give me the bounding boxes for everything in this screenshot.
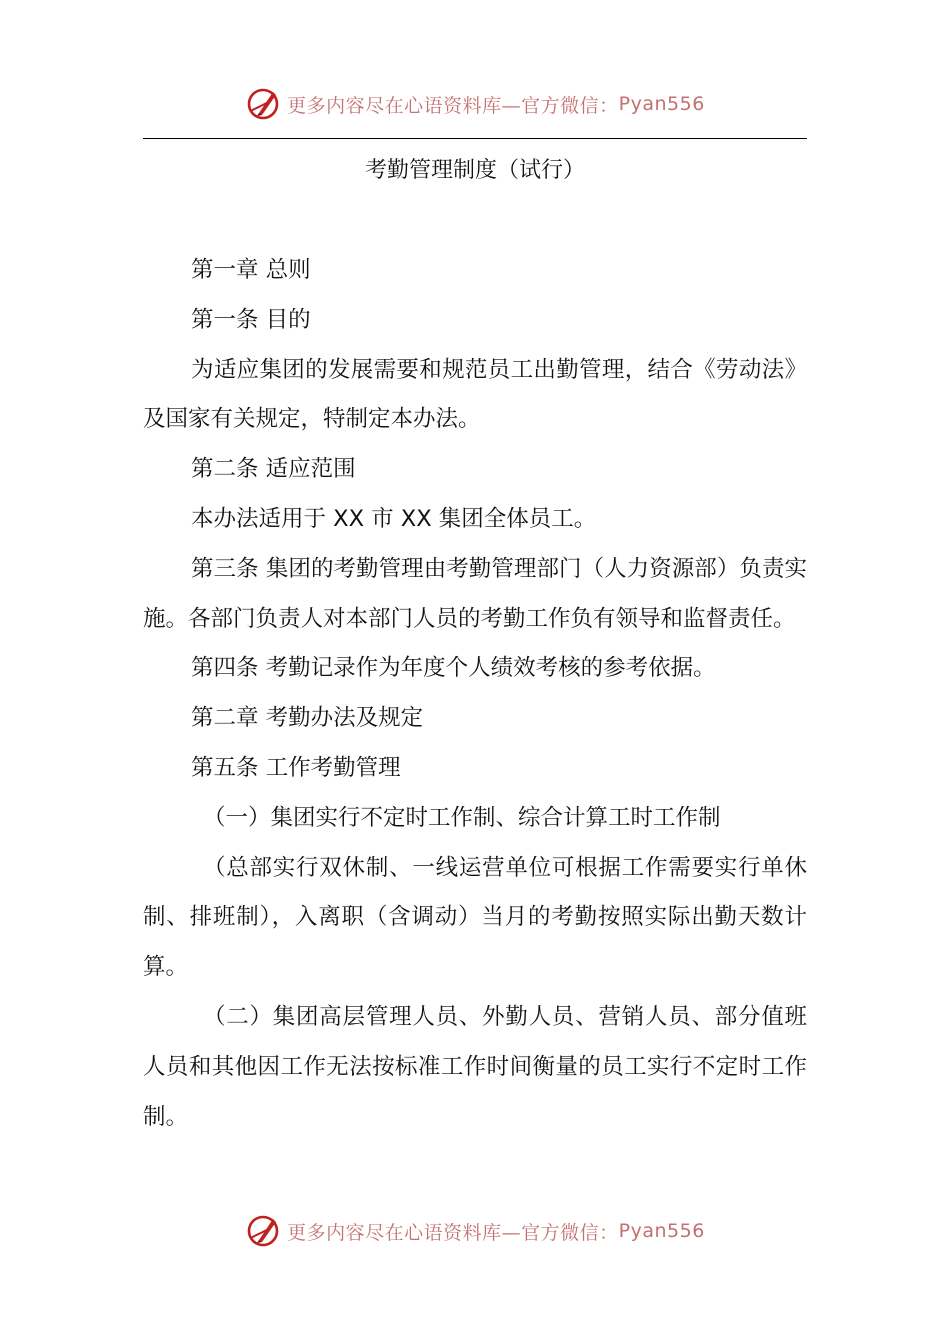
pen-nib-logo-icon [245,86,281,122]
banner-text: 更多内容尽在心语资料库—官方微信： [287,1221,619,1244]
pen-nib-logo-icon [245,1213,281,1249]
article-heading: 第二条 适应范围 [191,456,356,483]
document-body [143,246,807,1142]
banner-handle: Pyan556 [618,93,705,115]
body-paragraph: 第三条 集团的考勤管理由考勤管理部门（人力资源部）负责实施。各部门负责人对本部门人员的考勤工作负有领导和监督责任。 [143,555,807,632]
banner-handle: Pyan556 [618,1220,705,1242]
banner-text: 更多内容尽在心语资料库—官方微信： [287,94,619,117]
chapter-heading: 第一章 总则 [191,257,311,283]
body-paragraph: 为适应集团的发展需要和规范员工出勤管理，结合《劳动法》及国家有关规定，特制定本办法。 [143,356,807,433]
footer-watermark-banner [0,1211,950,1251]
body-paragraph: 本办法适用于 XX 市 XX 集团全体员工。 [191,505,597,532]
list-item: （二）集团高层管理人员、外勤人员、营销人员、部分值班人员和其他因工作无法按标准工作时间衡量的员工实行不定时工作制。 [143,1003,807,1130]
article-heading: 第一条 目的 [191,306,311,333]
chapter-heading: 第二章 考勤办法及规定 [191,705,424,732]
body-paragraph: （总部实行双休制、一线运营单位可根据工作需要实行单休制、排班制），入离职（含调动）当月的考勤按照实际出勤天数计算。 [143,854,807,981]
header-watermark-banner [0,84,950,124]
article-heading: 第五条 工作考勤管理 [191,754,401,781]
list-item: （一）集团实行不定时工作制、综合计算工时工作制 [203,804,721,831]
document-title: 考勤管理制度（试行） [364,158,585,183]
body-paragraph: 第四条 考勤记录作为年度个人绩效考核的参考依据。 [191,655,716,682]
header-divider [143,138,807,139]
